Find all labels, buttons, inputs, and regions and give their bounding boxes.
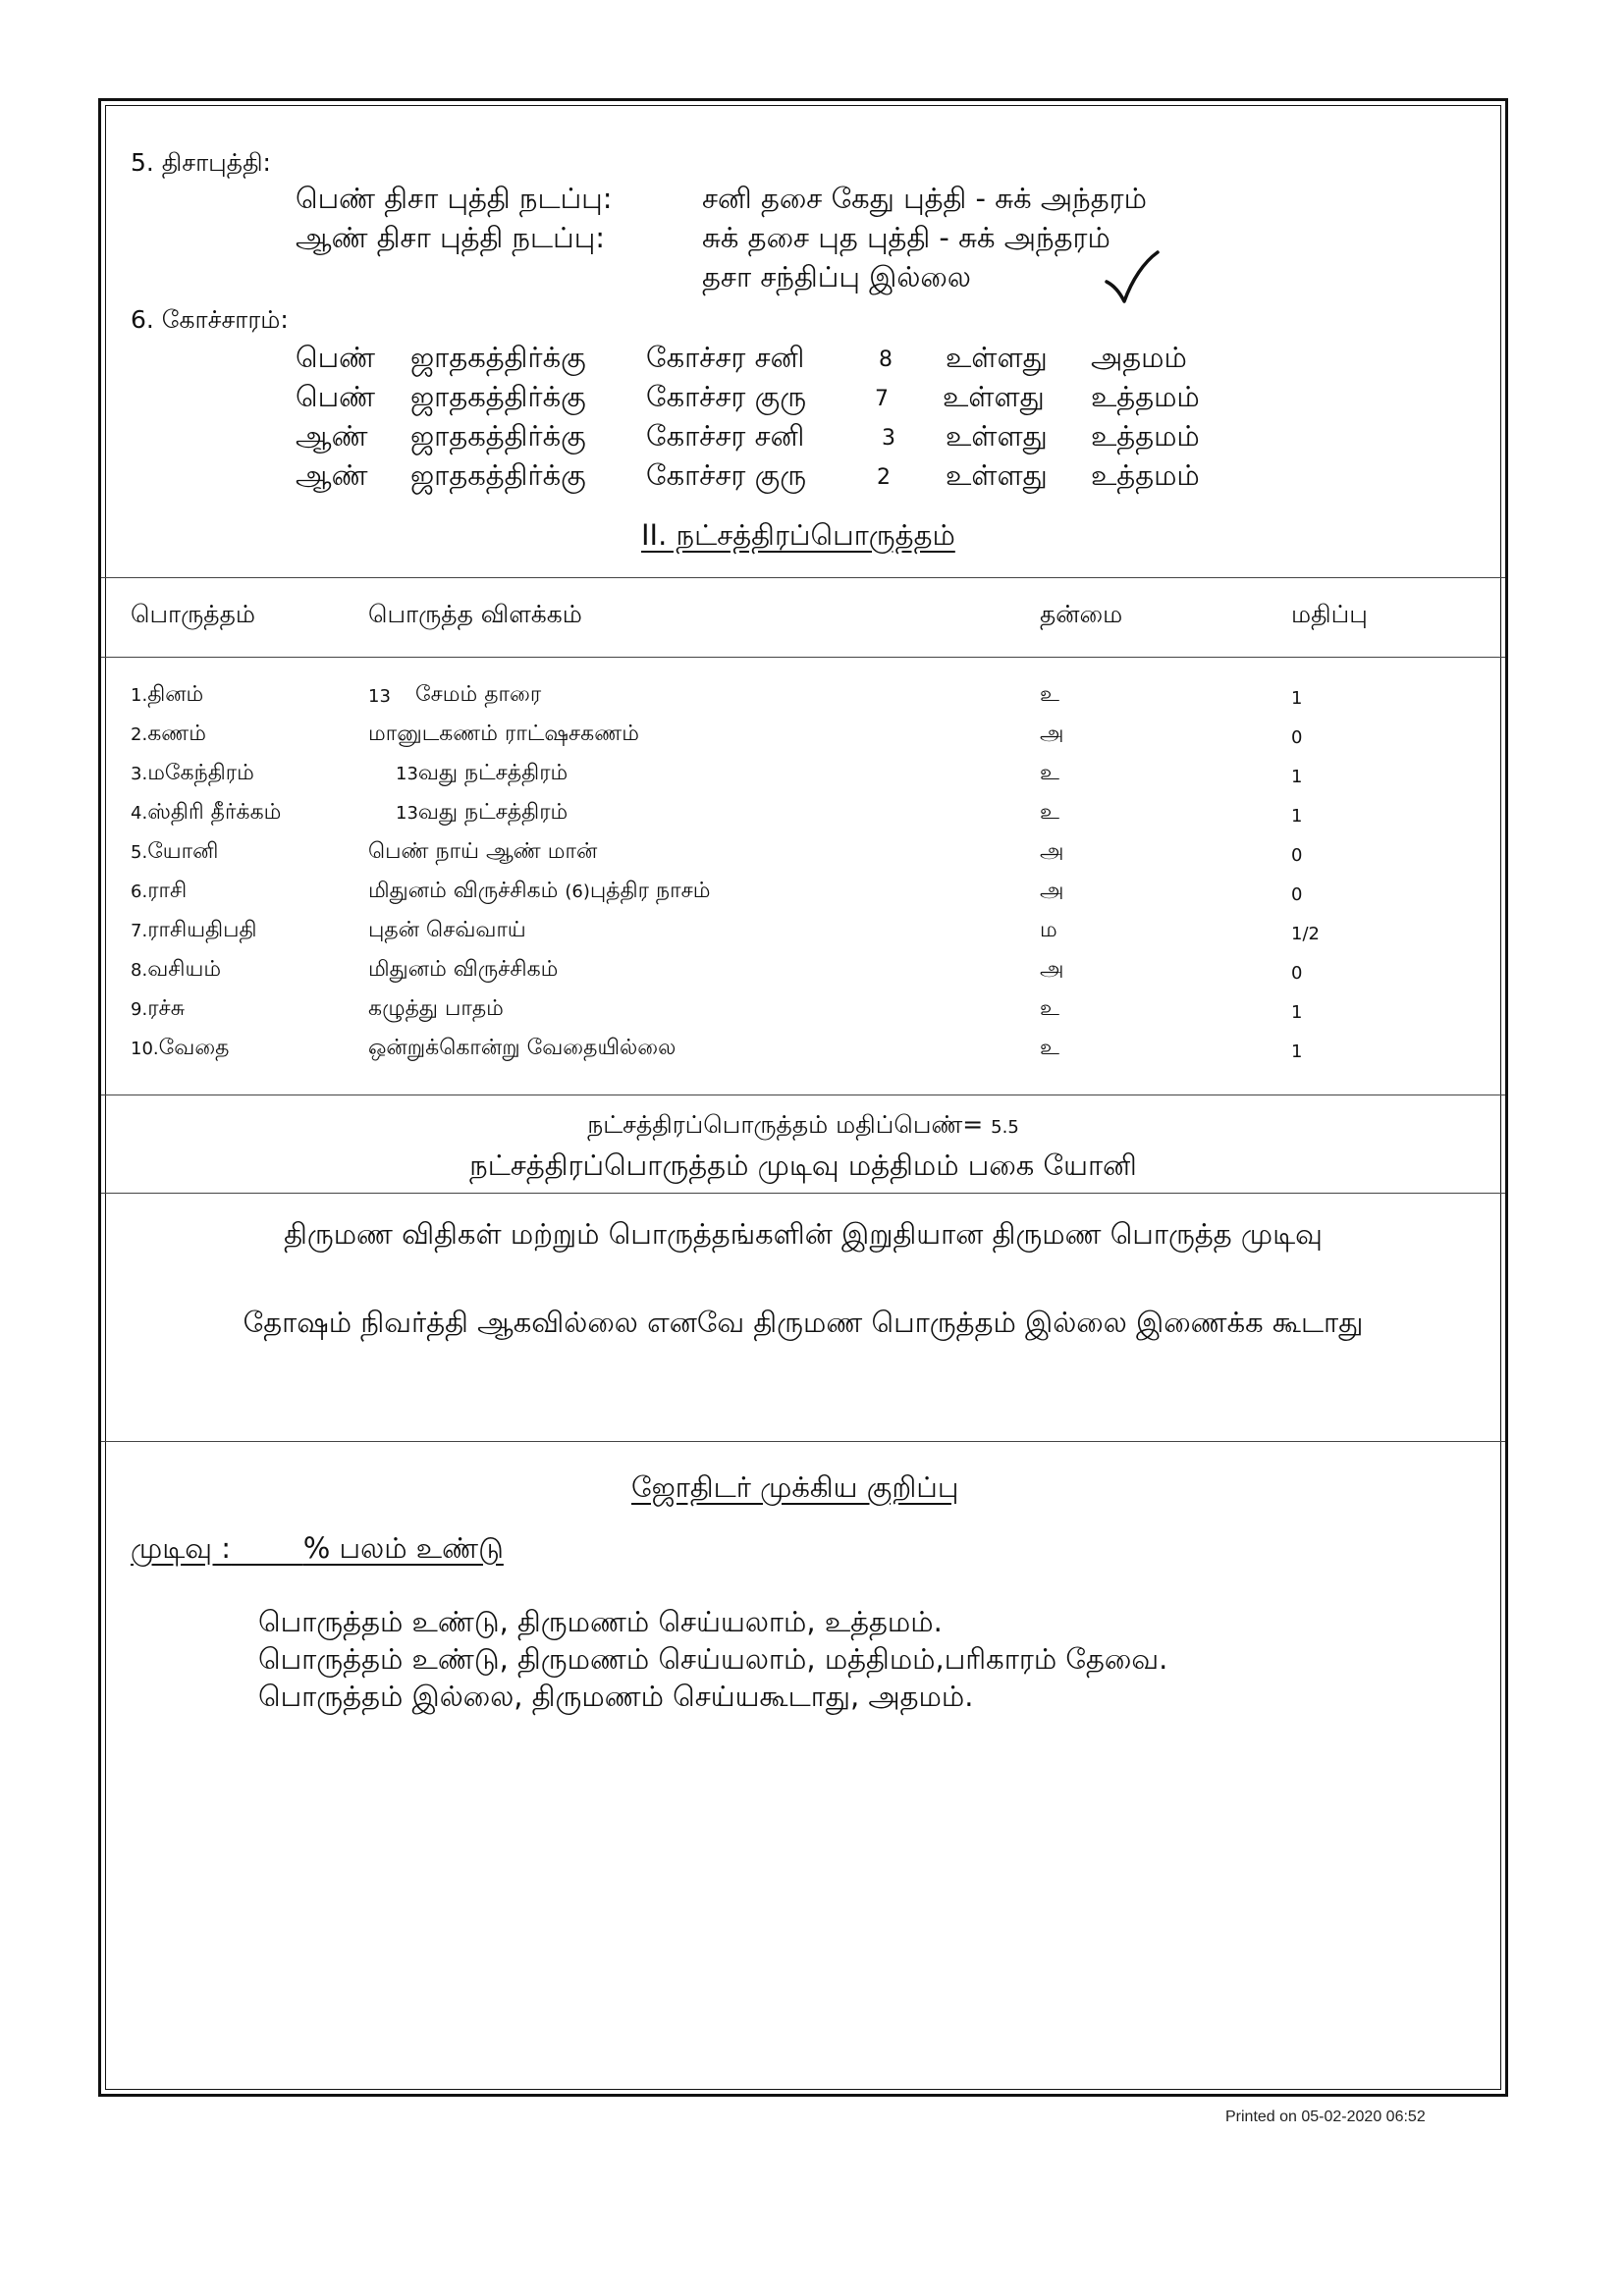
transit-planet: கோச்சர சனி: [646, 419, 805, 453]
row-desc-number: 13: [396, 764, 418, 784]
porutham-nature: உ: [1040, 800, 1059, 825]
porutham-name: கணம்: [147, 721, 206, 746]
final-heading: திருமண விதிகள் மற்றும் பொருத்தங்களின் இறுதியான திருமண பொருத்த முடிவு: [284, 1217, 1323, 1251]
porutham-score: [101, 1112, 1505, 1137]
column-header-nature: தன்மை: [1040, 600, 1123, 628]
porutham-nature: உ: [1040, 682, 1059, 707]
porutham-conclusion: நட்சத்திரப்பொருத்தம் முடிவு மத்திமம் பகை யோனி: [469, 1148, 1137, 1182]
porutham-description: வது நட்சத்திரம்: [417, 761, 568, 785]
porutham-description-suffix: புத்திர நாசம்: [589, 879, 711, 903]
transit-section-title: 6. கோச்சாரம்:: [131, 305, 289, 334]
final-verdict: தோஷம் நிவர்த்தி ஆகவில்லை எனவே திருமண பொருத்தம் இல்லை இணைக்க கூடாது: [243, 1306, 1364, 1339]
porutham-value: 1: [1291, 806, 1303, 827]
column-header-porutham: பொருத்தம்: [131, 600, 255, 628]
porutham-description: ஒன்றுக்கொன்று வேதையில்லை: [368, 1036, 677, 1060]
transit-gender: ஆண்: [296, 458, 368, 492]
transit-chart: ஜாதகத்திர்க்கு: [410, 341, 586, 374]
porutham-value: 1: [1291, 1041, 1303, 1062]
row-number: 8.: [131, 960, 148, 981]
porutham-name: ஸ்திரி தீர்க்கம்: [147, 800, 282, 825]
divider: [101, 657, 1505, 658]
porutham-description: வது நட்சத்திரம்: [417, 800, 568, 825]
astrologer-heading: ஜோதிடர் முக்கிய குறிப்பு: [631, 1470, 959, 1504]
female-dasa-label: பெண் திசா புத்தி நடப்பு:: [296, 182, 613, 215]
male-dasa-value: சுக் தசை புத புத்தி - சுக் அந்தரம்: [702, 221, 1110, 254]
transit-house: 8: [879, 347, 893, 372]
row-number: 5.: [131, 842, 148, 863]
transit-gender: பெண்: [296, 380, 376, 413]
porutham-nature: அ: [1040, 879, 1064, 903]
result-value: % பலம் உண்டு: [302, 1531, 504, 1565]
porutham-nature: உ: [1040, 761, 1059, 785]
transit-status: உள்ளது: [946, 419, 1048, 453]
printed-timestamp: Printed on 05-02-2020 06:52: [1225, 2109, 1426, 2125]
transit-chart: ஜாதகத்திர்க்கு: [410, 419, 586, 453]
porutham-nature: உ: [1040, 996, 1059, 1021]
porutham-value: 0: [1291, 963, 1303, 984]
porutham-value: 0: [1291, 845, 1303, 866]
porutham-name: ராசி: [147, 879, 188, 903]
transit-gender: பெண்: [296, 341, 376, 374]
porutham-description: மிதுனம் விருச்சிகம்: [368, 957, 559, 982]
porutham-description: பெண் நாய் ஆண் மான்: [368, 839, 598, 864]
porutham-nature: அ: [1040, 957, 1064, 982]
divider: [101, 577, 1505, 578]
transit-chart: ஜாதகத்திர்க்கு: [410, 458, 586, 492]
porutham-name: யோனி: [147, 839, 219, 864]
porutham-value: 0: [1291, 884, 1303, 905]
row-number: 7.: [131, 921, 148, 941]
porutham-name: தினம்: [147, 682, 204, 707]
option-item: பொருத்தம் உண்டு, திருமணம் செய்யலாம், உத்தமம்.: [258, 1605, 943, 1638]
porutham-nature: உ: [1040, 1036, 1059, 1060]
transit-status: உள்ளது: [946, 341, 1048, 374]
transit-planet: கோச்சர குரு: [646, 380, 807, 413]
checkmark-icon: [1103, 248, 1160, 305]
porutham-description: மானுடகணம் ராட்ஷசகணம்: [368, 721, 639, 746]
transit-planet: கோச்சர சனி: [646, 341, 805, 374]
row-desc-number: 13: [396, 803, 418, 824]
transit-chart: ஜாதகத்திர்க்கு: [410, 380, 586, 413]
transit-result: அதமம்: [1091, 341, 1187, 374]
row-number: 4.: [131, 803, 148, 824]
porutham-name: வசியம்: [147, 957, 222, 982]
dasa-section-title: 5. திசாபுத்தி:: [131, 148, 271, 177]
porutham-value: 0: [1291, 727, 1303, 748]
astrologer-result: [131, 1531, 504, 1565]
porutham-nature: அ: [1040, 721, 1064, 746]
column-header-value: மதிப்பு: [1291, 600, 1368, 628]
transit-status: உள்ளது: [946, 458, 1048, 492]
row-number: 9.: [131, 999, 148, 1020]
row-number: 10.: [131, 1039, 159, 1059]
option-item: பொருத்தம் இல்லை, திருமணம் செய்யகூடாது, அதமம்.: [258, 1680, 974, 1713]
transit-result: உத்தமம்: [1091, 380, 1200, 413]
option-item: பொருத்தம் உண்டு, திருமணம் செய்யலாம், மத்திமம்,பரிகாரம் தேவை.: [258, 1642, 1168, 1676]
porutham-value: 1: [1291, 688, 1303, 709]
row-number: 3.: [131, 764, 148, 784]
porutham-heading: II. நட்சத்திரப்பொருத்தம்: [641, 518, 955, 552]
porutham-name: ராசியதிபதி: [147, 918, 257, 942]
porutham-value: 1: [1291, 1002, 1303, 1023]
row-number: 6.: [131, 881, 148, 902]
row-number: 2.: [131, 724, 148, 745]
score-value: 5.5: [991, 1117, 1019, 1138]
porutham-value: 1: [1291, 767, 1303, 787]
porutham-nature: ம: [1040, 918, 1057, 942]
porutham-name: மகேந்திரம்: [147, 761, 254, 785]
female-dasa-value: சனி தசை கேது புத்தி - சுக் அந்தரம்: [702, 182, 1147, 215]
divider: [101, 1193, 1505, 1194]
porutham-nature: அ: [1040, 839, 1064, 864]
porutham-value: 1/2: [1291, 924, 1320, 944]
transit-house: 3: [882, 426, 895, 451]
result-label: முடிவு :: [131, 1531, 232, 1565]
divider: [101, 1441, 1505, 1442]
porutham-description: மிதுனம் விருச்சிகம்: [368, 879, 559, 903]
row-desc-number: (6): [565, 881, 590, 902]
porutham-description: சேமம் தாரை: [415, 682, 542, 707]
male-dasa-label: ஆண் திசா புத்தி நடப்பு:: [296, 221, 606, 254]
transit-status: உள்ளது: [943, 380, 1045, 413]
dasa-junction-note: தசா சந்திப்பு இல்லை: [702, 260, 971, 294]
transit-result: உத்தமம்: [1091, 458, 1200, 492]
transit-planet: கோச்சர குரு: [646, 458, 807, 492]
row-desc-number: 13: [368, 686, 391, 707]
porutham-name: வேதை: [158, 1036, 230, 1060]
transit-gender: ஆண்: [296, 419, 368, 453]
page-frame: [98, 98, 1508, 2097]
row-number: 1.: [131, 685, 148, 706]
transit-result: உத்தமம்: [1091, 419, 1200, 453]
porutham-description: புதன் செவ்வாய்: [368, 918, 526, 942]
transit-house: 2: [877, 465, 891, 490]
porutham-name: ரச்சு: [147, 996, 186, 1021]
column-header-description: பொருத்த விளக்கம்: [368, 600, 582, 628]
score-label: நட்சத்திரப்பொருத்தம் மதிப்பெண்=: [587, 1110, 984, 1139]
porutham-description: கழுத்து பாதம்: [368, 996, 504, 1021]
transit-house: 7: [875, 387, 889, 411]
